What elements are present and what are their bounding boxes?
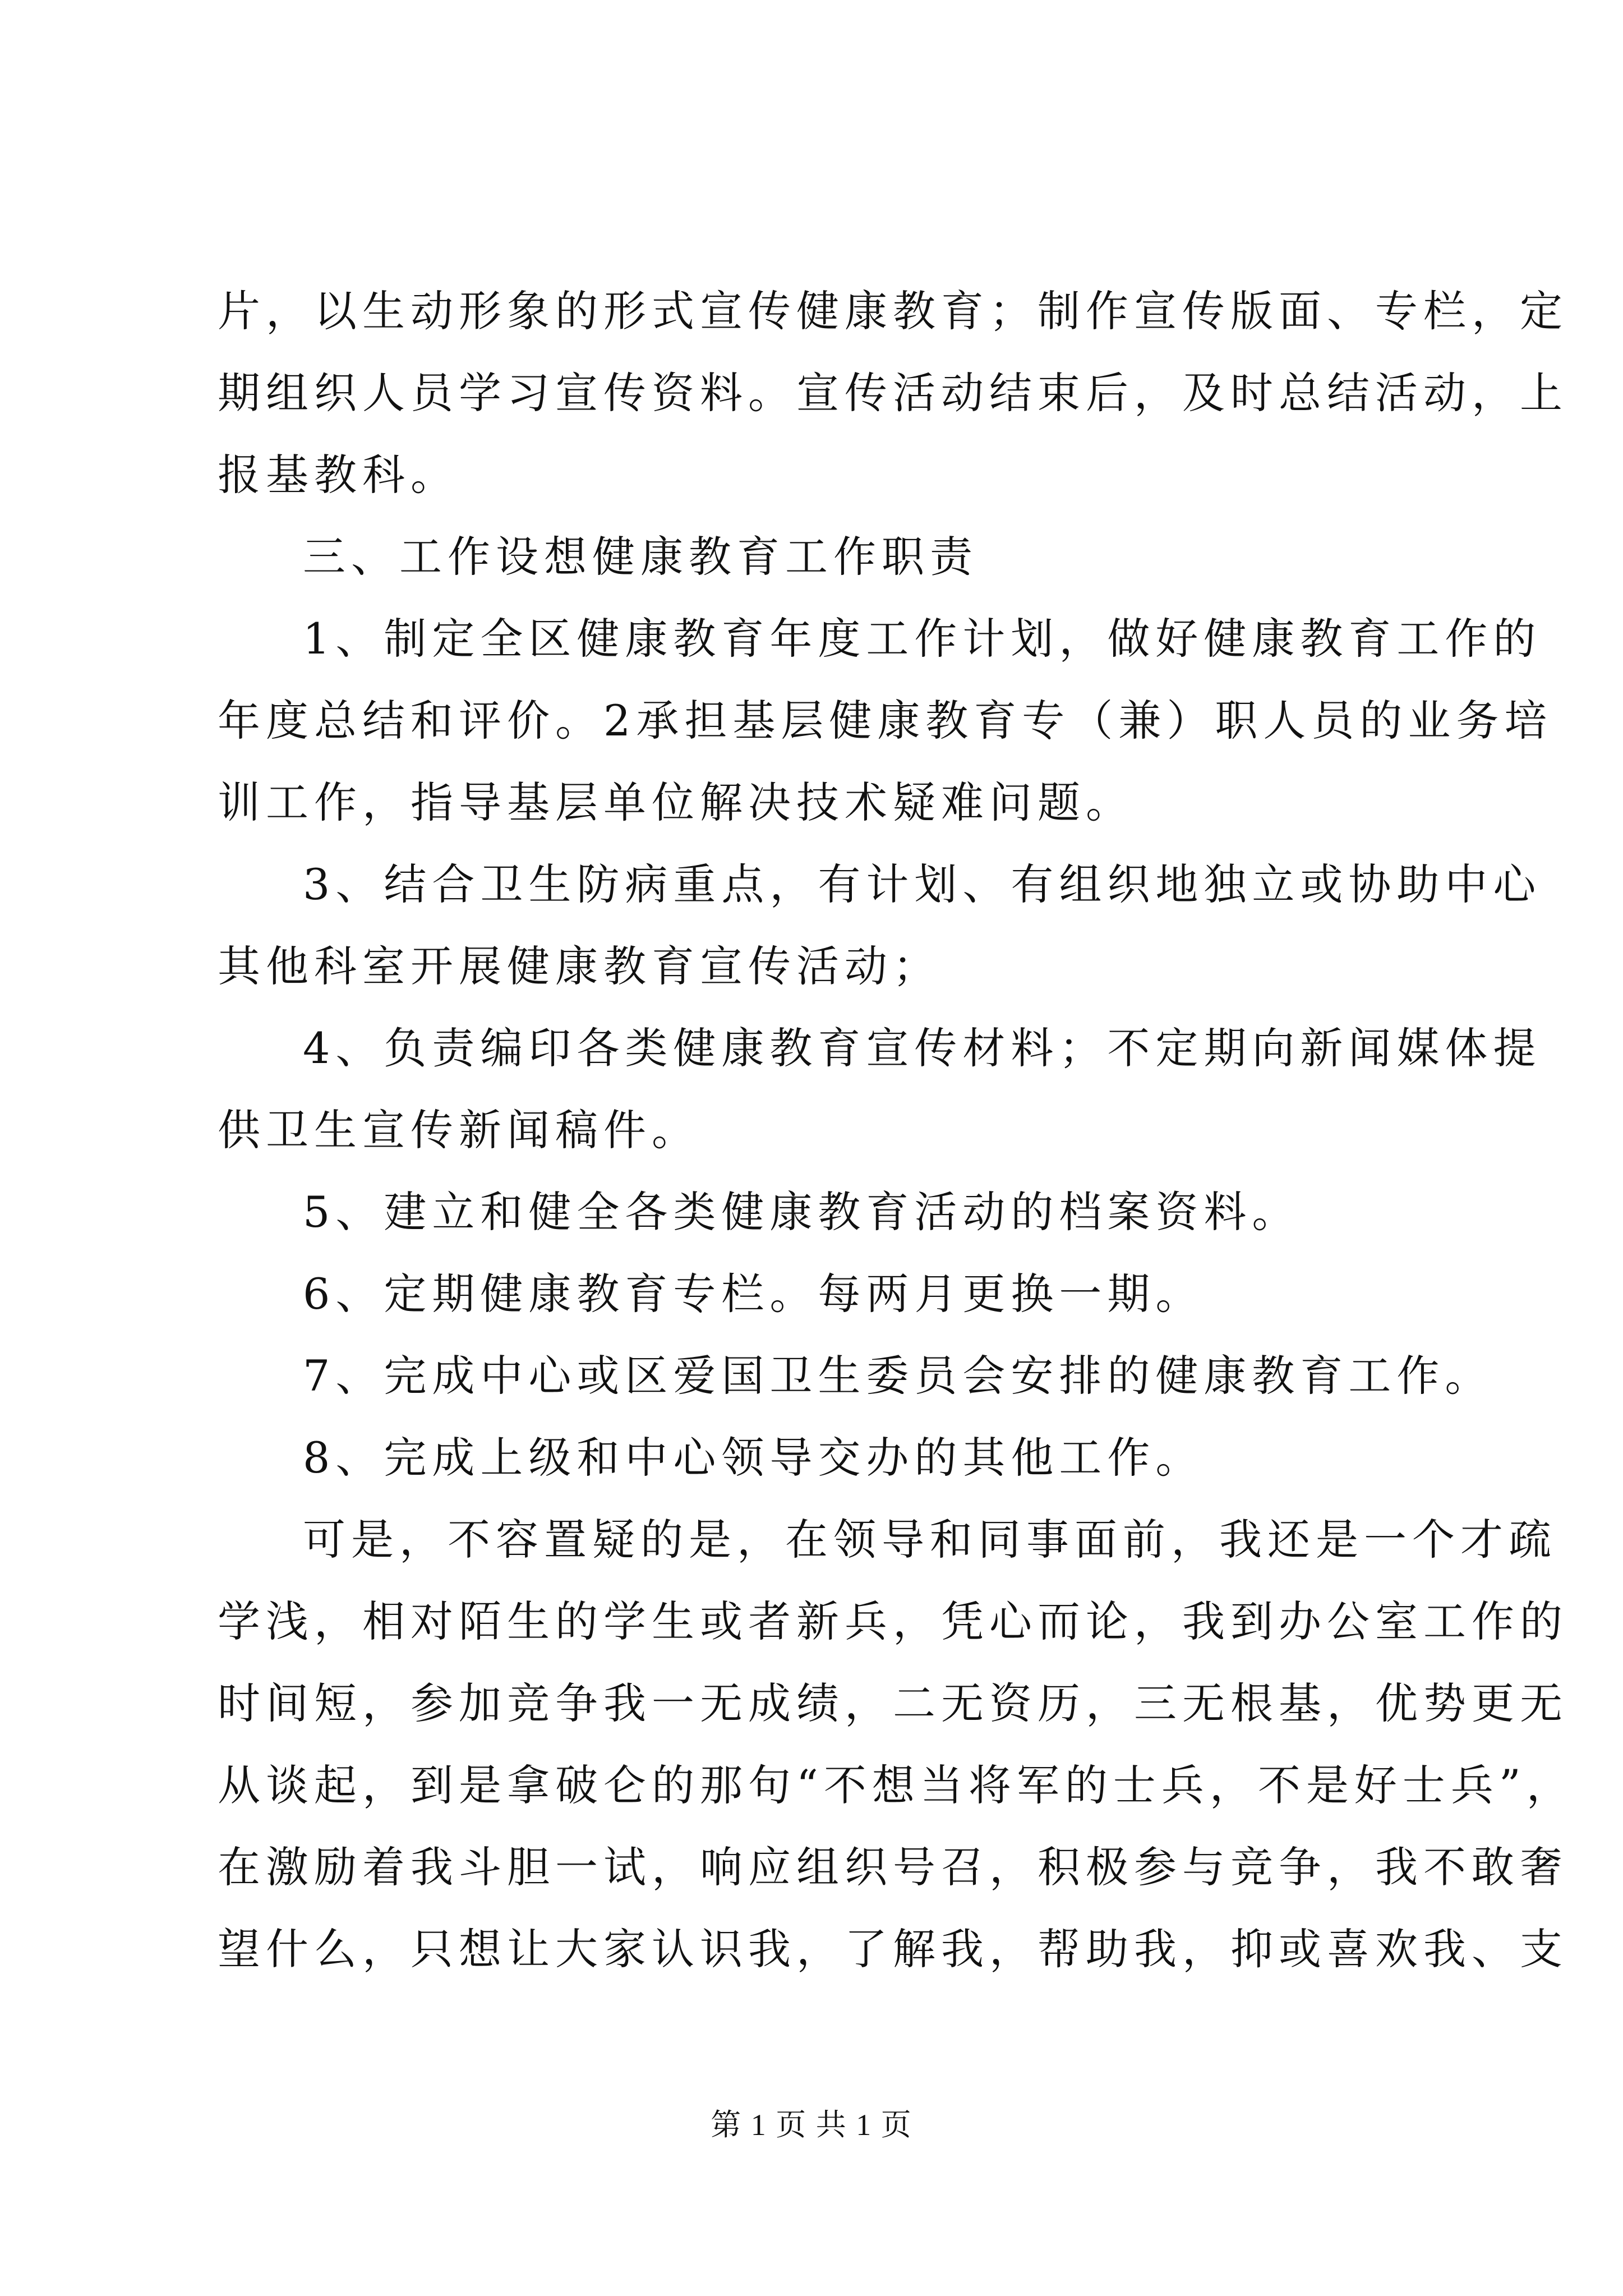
list-item-6: 6、定期健康教育专栏。每两月更换一期。	[303, 1269, 1204, 1319]
text-line: 报基教科。	[218, 450, 459, 500]
list-item-7: 7、完成中心或区爱国卫生委员会安排的健康教育工作。	[303, 1351, 1493, 1401]
text-line: 学浅，相对陌生的学生或者新兵，凭心而论，我到办公室工作的	[218, 1596, 1568, 1646]
text-line: 片，以生动形象的形式宣传健康教育；制作宣传版面、专栏，定	[218, 286, 1568, 336]
text-line: 从谈起，到是拿破仑的那句“不想当将军的士兵，不是好士兵”，	[218, 1760, 1575, 1810]
text-line: 供卫生宣传新闻稿件。	[218, 1105, 700, 1155]
text-line: 训工作，指导基层单位解决技术疑难问题。	[218, 777, 1134, 827]
text-line: 其他科室开展健康教育宣传活动；	[218, 941, 941, 991]
text-line: 在激励着我斗胆一试，响应组织号召，积极参与竞争，我不敢奢	[218, 1842, 1568, 1892]
list-item-8: 8、完成上级和中心领导交办的其他工作。	[303, 1433, 1204, 1483]
paragraph-start: 可是，不容置疑的是，在领导和同事面前，我还是一个才疏	[303, 1515, 1557, 1565]
text-line: 时间短，参加竞争我一无成绩，二无资历，三无根基，优势更无	[218, 1678, 1568, 1728]
document-body	[218, 270, 1575, 1990]
page-footer: 第 1 页 共 1 页	[711, 2108, 912, 2142]
list-item-1: 1、制定全区健康教育年度工作计划，做好健康教育工作的	[303, 614, 1542, 664]
list-item-3: 3、结合卫生防病重点，有计划、有组织地独立或协助中心	[303, 859, 1542, 909]
section-heading: 三、工作设想健康教育工作职责	[303, 532, 978, 582]
list-item-4: 4、负责编印各类健康教育宣传材料；不定期向新闻媒体提	[303, 1023, 1542, 1073]
text-line: 期组织人员学习宣传资料。宣传活动结束后，及时总结活动，上	[218, 368, 1568, 418]
text-line: 年度总结和评价。2承担基层健康教育专（兼）职人员的业务培	[218, 696, 1553, 746]
text-line: 望什么，只想让大家认识我，了解我，帮助我，抑或喜欢我、支	[218, 1924, 1568, 1974]
list-item-5: 5、建立和健全各类健康教育活动的档案资料。	[303, 1187, 1301, 1237]
